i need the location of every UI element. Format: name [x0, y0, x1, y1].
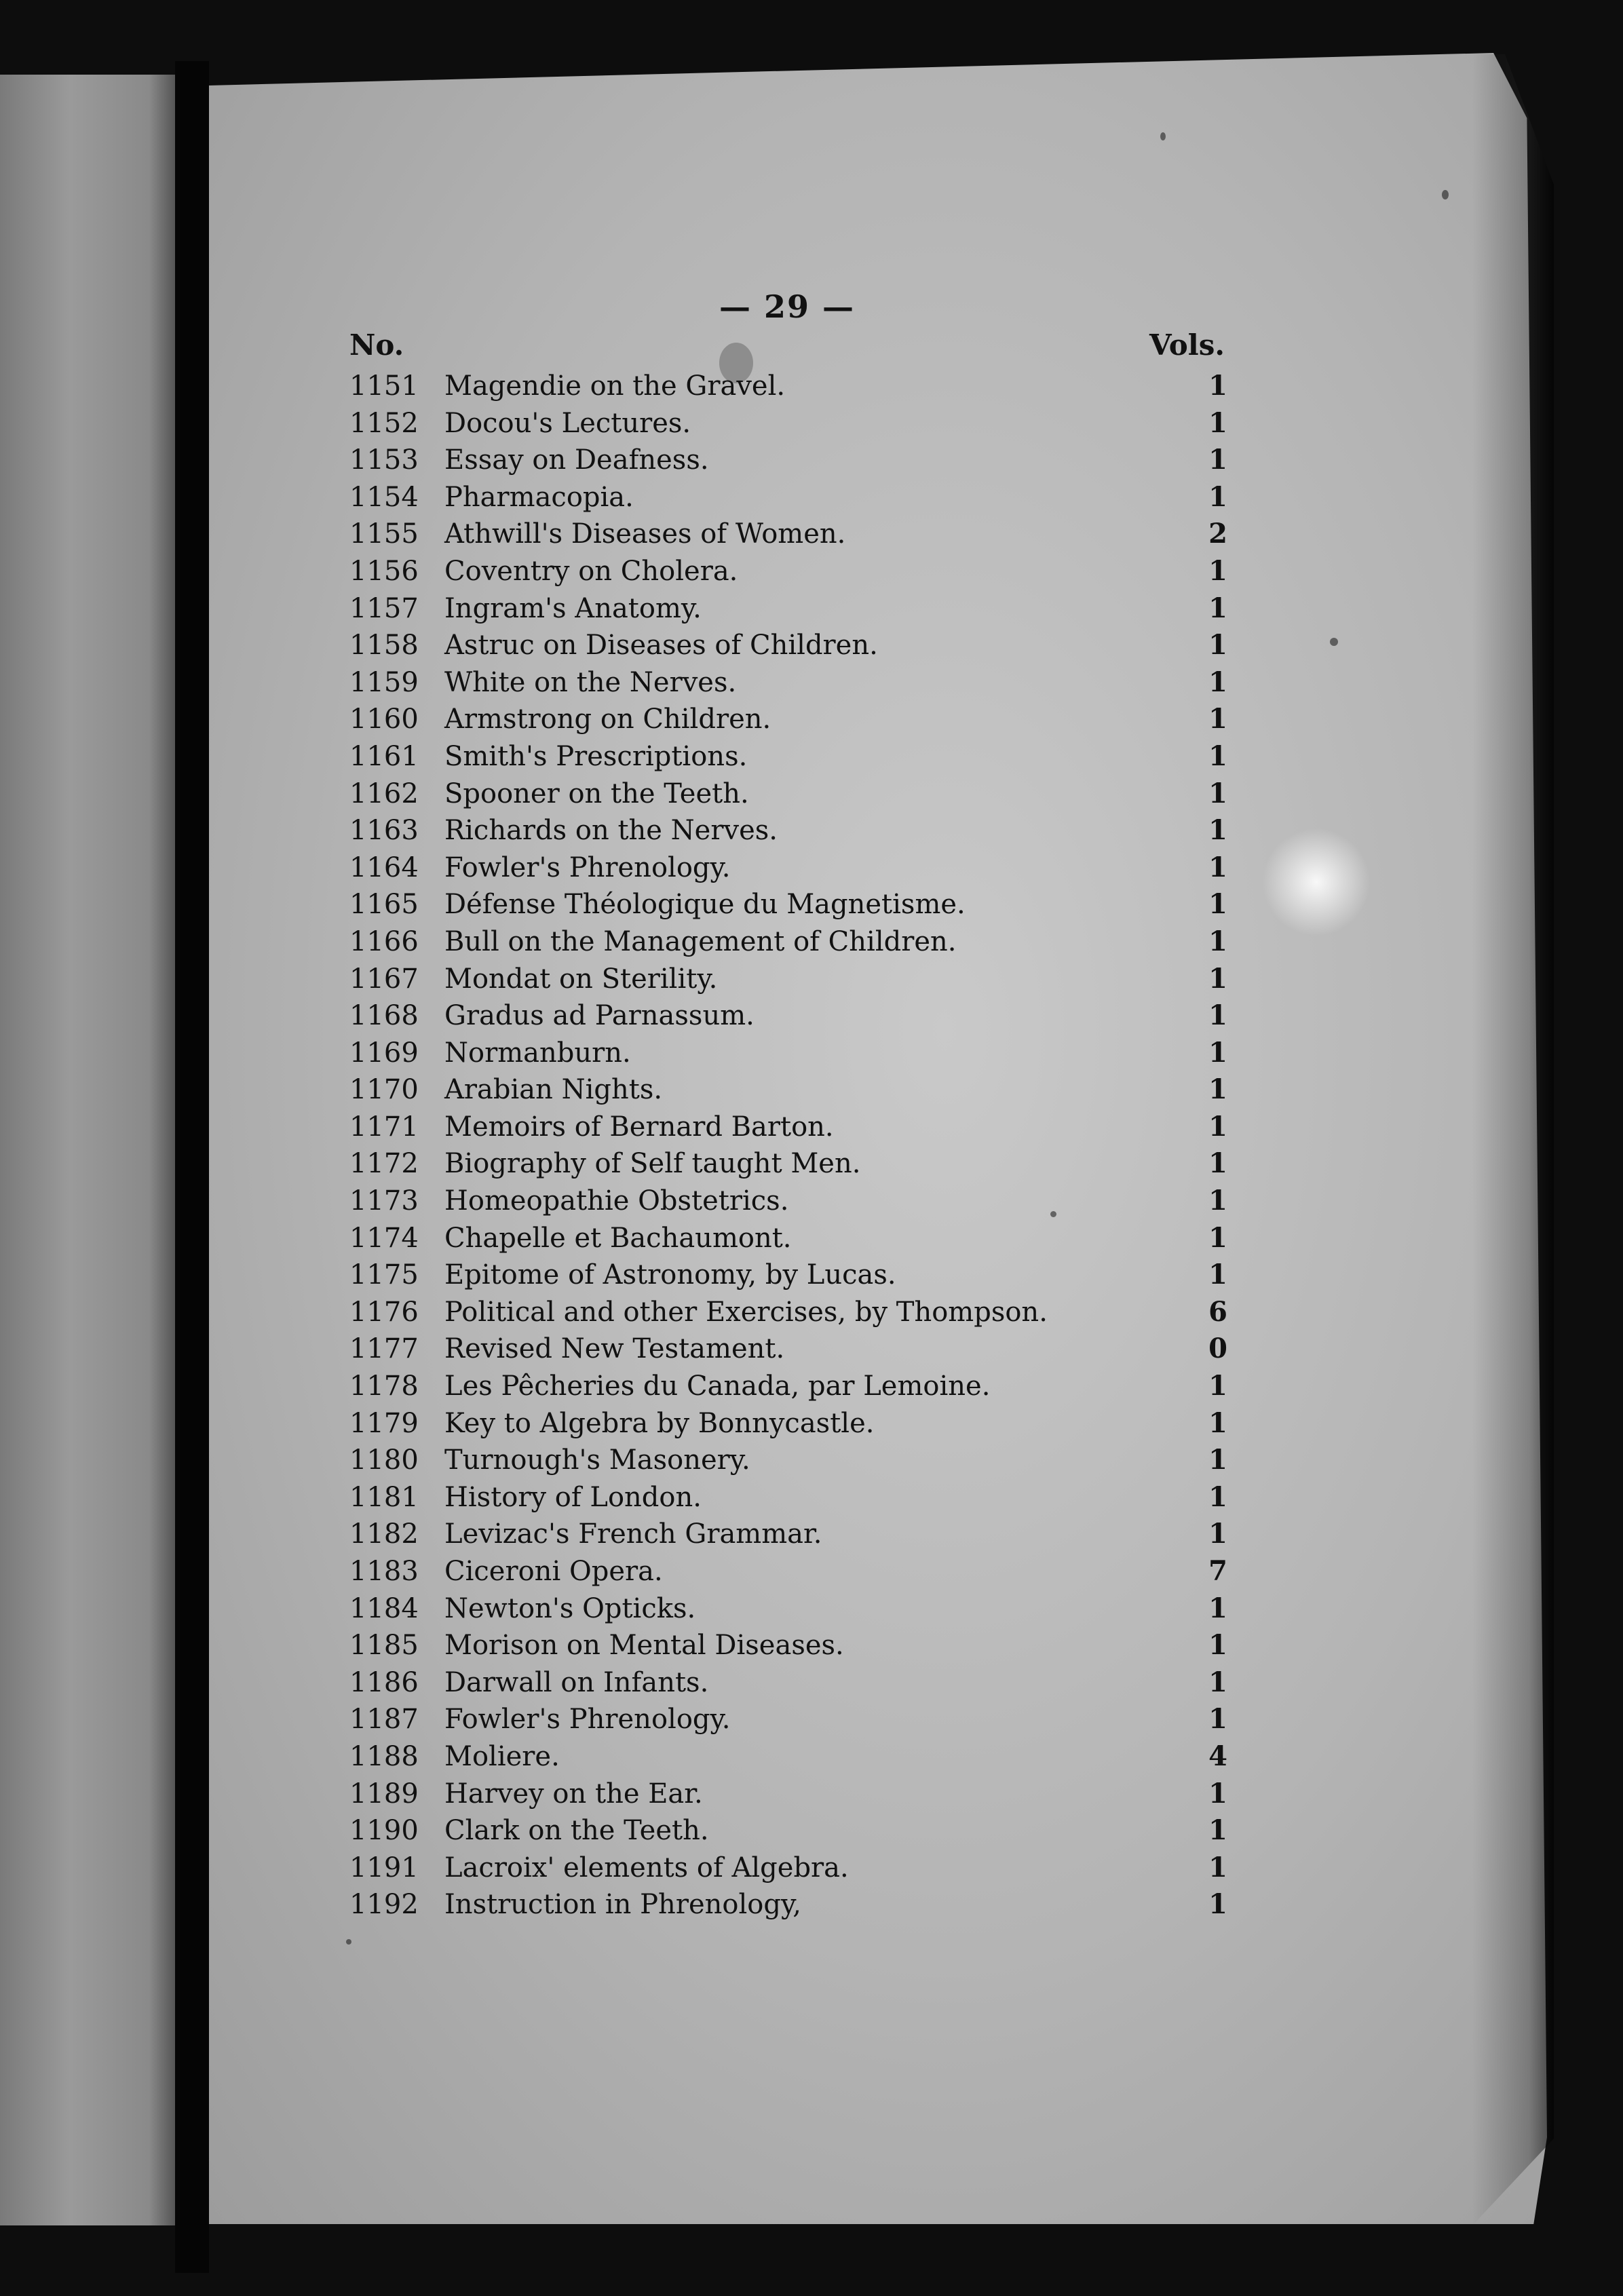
entry-title: Essay on Deafness.	[444, 444, 709, 476]
entry-number: 1185	[349, 1630, 419, 1662]
entry-number: 1174	[349, 1222, 419, 1254]
entry-number: 1158	[349, 630, 419, 662]
entry-volumes: 1	[1208, 1444, 1227, 1476]
entry-number: 1181	[349, 1481, 419, 1513]
header-volumes: Vols.	[1149, 328, 1225, 362]
entry-title: Fowler's Phrenology.	[444, 852, 731, 883]
entry-number: 1184	[349, 1592, 419, 1624]
entry-title: Key to Algebra by Bonnycastle.	[444, 1407, 875, 1439]
entry-number: 1167	[349, 963, 419, 995]
catalog-entry	[349, 1109, 1231, 1146]
catalog-entry	[349, 1183, 1231, 1220]
entry-number: 1177	[349, 1333, 419, 1365]
header-number: No.	[349, 328, 404, 362]
entry-volumes: 1	[1208, 1888, 1227, 1921]
catalog-entry	[349, 1738, 1231, 1776]
entry-number: 1151	[349, 370, 419, 402]
page-number: — 29 —	[719, 288, 856, 325]
entry-title: Les Pêcheries du Canada, par Lemoine.	[444, 1371, 991, 1402]
entry-volumes: 1	[1208, 444, 1227, 476]
entry-volumes: 1	[1208, 1110, 1227, 1143]
catalog-entry	[349, 1145, 1231, 1183]
catalog-entry	[349, 1664, 1231, 1702]
entry-title: Turnough's Masonery.	[444, 1444, 750, 1476]
entry-title: Magendie on the Gravel.	[444, 370, 786, 402]
entry-number: 1190	[349, 1815, 419, 1847]
entry-number: 1163	[349, 815, 419, 847]
entry-volumes: 1	[1208, 1851, 1227, 1883]
catalog-entry	[349, 961, 1231, 998]
entry-volumes: 1	[1208, 1629, 1227, 1662]
entry-volumes: 1	[1208, 1703, 1227, 1736]
entry-title: Lacroix' elements of Algebra.	[444, 1852, 849, 1883]
entry-number: 1154	[349, 481, 419, 513]
ink-spot	[1330, 638, 1338, 646]
entry-volumes: 1	[1208, 851, 1227, 883]
catalog-entry	[349, 553, 1231, 590]
entry-title: Armstrong on Children.	[444, 704, 771, 735]
entry-title: Bull on the Management of Children.	[444, 925, 957, 957]
entry-title: Revised New Testament.	[444, 1333, 785, 1365]
entry-number: 1173	[349, 1185, 419, 1217]
entry-volumes: 1	[1208, 1407, 1227, 1439]
book-gutter	[175, 61, 209, 2273]
entry-volumes: 1	[1208, 1185, 1227, 1217]
entry-number: 1165	[349, 889, 419, 921]
catalog-entry	[349, 812, 1231, 849]
catalog-entry	[349, 1701, 1231, 1738]
entry-volumes: 1	[1208, 480, 1227, 513]
catalog-entry	[349, 368, 1231, 405]
entry-volumes: 1	[1208, 1518, 1227, 1550]
entry-number: 1179	[349, 1407, 419, 1439]
catalog-entry	[349, 1405, 1231, 1442]
entry-title: Richards on the Nerves.	[444, 815, 778, 847]
entry-number: 1157	[349, 592, 419, 624]
catalog-entry	[349, 1035, 1231, 1072]
entry-title: Darwall on Infants.	[444, 1666, 709, 1698]
catalog-entry	[349, 1368, 1231, 1405]
entry-number: 1189	[349, 1778, 419, 1810]
catalog-entry	[349, 1850, 1231, 1887]
entry-number: 1171	[349, 1111, 419, 1143]
entry-title: Pharmacopia.	[444, 481, 634, 513]
catalog-entry	[349, 479, 1231, 516]
catalog-entry	[349, 886, 1231, 923]
entry-title: Clark on the Teeth.	[444, 1815, 709, 1847]
ink-spot	[1160, 132, 1166, 140]
catalog-entry	[349, 627, 1231, 664]
entry-volumes: 1	[1208, 592, 1227, 624]
entry-volumes: 1	[1208, 1592, 1227, 1624]
catalog-entry	[349, 590, 1231, 628]
catalog-entry	[349, 442, 1231, 479]
entry-number: 1178	[349, 1371, 419, 1402]
entry-title: Instruction in Phrenology,	[444, 1889, 801, 1921]
catalog-entry	[349, 1331, 1231, 1368]
entry-number: 1186	[349, 1666, 419, 1698]
catalog-entry	[349, 1220, 1231, 1257]
entry-title: Spooner on the Teeth.	[444, 778, 749, 809]
entry-number: 1161	[349, 740, 419, 772]
entry-volumes: 1	[1208, 1147, 1227, 1180]
entry-number: 1169	[349, 1037, 419, 1069]
entry-volumes: 1	[1208, 740, 1227, 772]
entry-title: Morison on Mental Diseases.	[444, 1630, 844, 1662]
catalog-entry	[349, 701, 1231, 738]
entry-title: Arabian Nights.	[444, 1074, 663, 1106]
entry-number: 1170	[349, 1074, 419, 1106]
entry-title: History of London.	[444, 1481, 702, 1513]
entry-title: Ciceroni Opera.	[444, 1556, 663, 1587]
entry-title: Biography of Self taught Men.	[444, 1148, 861, 1180]
catalog-entry	[349, 516, 1231, 553]
page-edge-shadow	[1472, 54, 1554, 2225]
catalog-entry	[349, 1590, 1231, 1628]
entry-number: 1187	[349, 1704, 419, 1736]
entry-title: Défense Théologique du Magnetisme.	[444, 889, 966, 921]
entry-volumes: 1	[1208, 554, 1227, 587]
entry-title: Gradus ad Parnassum.	[444, 1000, 755, 1032]
entry-number: 1166	[349, 925, 419, 957]
catalog-entry	[349, 738, 1231, 776]
entry-number: 1160	[349, 704, 419, 735]
catalog-entry	[349, 1886, 1231, 1924]
entry-volumes: 0	[1208, 1333, 1227, 1365]
catalog-entry	[349, 1627, 1231, 1664]
entry-number: 1188	[349, 1740, 419, 1772]
entry-number: 1180	[349, 1444, 419, 1476]
entry-volumes: 1	[1208, 925, 1227, 957]
catalog-entry	[349, 1294, 1231, 1331]
catalog-entry	[349, 1812, 1231, 1850]
entry-title: Political and other Exercises, by Thompson.	[444, 1296, 1048, 1328]
catalog-list	[349, 368, 1231, 1924]
entry-number: 1182	[349, 1518, 419, 1550]
entry-volumes: 1	[1208, 999, 1227, 1032]
catalog-entry	[349, 1516, 1231, 1553]
entry-title: Athwill's Diseases of Women.	[444, 518, 846, 550]
entry-volumes: 1	[1208, 629, 1227, 662]
entry-title: Epitome of Astronomy, by Lucas.	[444, 1259, 896, 1291]
catalog-entry	[349, 1257, 1231, 1294]
entry-number: 1156	[349, 555, 419, 587]
entry-title: Mondat on Sterility.	[444, 963, 718, 995]
entry-volumes: 1	[1208, 1814, 1227, 1847]
entry-volumes: 1	[1208, 962, 1227, 995]
entry-title: Harvey on the Ear.	[444, 1778, 703, 1810]
entry-title: Fowler's Phrenology.	[444, 1704, 731, 1736]
entry-volumes: 7	[1208, 1555, 1227, 1587]
entry-number: 1176	[349, 1296, 419, 1328]
entry-volumes: 1	[1208, 1221, 1227, 1254]
entry-number: 1191	[349, 1852, 419, 1883]
entry-title: Newton's Opticks.	[444, 1592, 696, 1624]
entry-number: 1168	[349, 1000, 419, 1032]
catalog-entry	[349, 1479, 1231, 1516]
ink-spot	[1442, 190, 1449, 199]
entry-volumes: 1	[1208, 703, 1227, 735]
facing-page	[0, 75, 175, 2225]
entry-title: Astruc on Diseases of Children.	[444, 630, 878, 662]
catalog-entry	[349, 997, 1231, 1035]
entry-number: 1155	[349, 518, 419, 550]
catalog-entry	[349, 849, 1231, 887]
entry-number: 1192	[349, 1889, 419, 1921]
entry-volumes: 1	[1208, 1259, 1227, 1291]
catalog-entry	[349, 1776, 1231, 1813]
entry-title: Ingram's Anatomy.	[444, 592, 702, 624]
entry-volumes: 1	[1208, 1036, 1227, 1069]
entry-title: Homeopathie Obstetrics.	[444, 1185, 789, 1217]
entry-number: 1152	[349, 407, 419, 439]
entry-volumes: 1	[1208, 666, 1227, 698]
entry-title: Docou's Lectures.	[444, 407, 691, 439]
entry-title: Chapelle et Bachaumont.	[444, 1222, 792, 1254]
column-header-row	[349, 328, 1225, 362]
catalog-entry	[349, 1442, 1231, 1479]
entry-volumes: 1	[1208, 370, 1227, 402]
entry-number: 1153	[349, 444, 419, 476]
entry-title: Smith's Prescriptions.	[444, 740, 748, 772]
catalog-entry	[349, 776, 1231, 813]
entry-number: 1162	[349, 778, 419, 809]
entry-volumes: 2	[1208, 518, 1227, 550]
catalog-entry	[349, 405, 1231, 442]
ink-spot	[346, 1939, 351, 1945]
entry-volumes: 1	[1208, 1666, 1227, 1698]
entry-volumes: 1	[1208, 406, 1227, 439]
catalog-entry	[349, 664, 1231, 702]
entry-volumes: 1	[1208, 888, 1227, 921]
entry-volumes: 1	[1208, 1777, 1227, 1810]
entry-title: Levizac's French Grammar.	[444, 1518, 822, 1550]
entry-number: 1159	[349, 666, 419, 698]
entry-volumes: 1	[1208, 1480, 1227, 1513]
entry-volumes: 4	[1208, 1740, 1227, 1772]
entry-title: White on the Nerves.	[444, 666, 737, 698]
entry-title: Moliere.	[444, 1740, 560, 1772]
entry-number: 1172	[349, 1148, 419, 1180]
catalog-entry	[349, 923, 1231, 961]
entry-title: Normanburn.	[444, 1037, 631, 1069]
entry-number: 1175	[349, 1259, 419, 1291]
catalog-entry	[349, 1071, 1231, 1109]
entry-volumes: 6	[1208, 1295, 1227, 1328]
entry-number: 1164	[349, 852, 419, 883]
entry-title: Coventry on Cholera.	[444, 555, 738, 587]
entry-title: Memoirs of Bernard Barton.	[444, 1111, 834, 1143]
entry-volumes: 1	[1208, 777, 1227, 809]
entry-volumes: 1	[1208, 814, 1227, 847]
scan-glare	[1262, 828, 1371, 936]
entry-volumes: 1	[1208, 1073, 1227, 1106]
entry-number: 1183	[349, 1556, 419, 1587]
catalog-entry	[349, 1553, 1231, 1590]
entry-volumes: 1	[1208, 1370, 1227, 1402]
